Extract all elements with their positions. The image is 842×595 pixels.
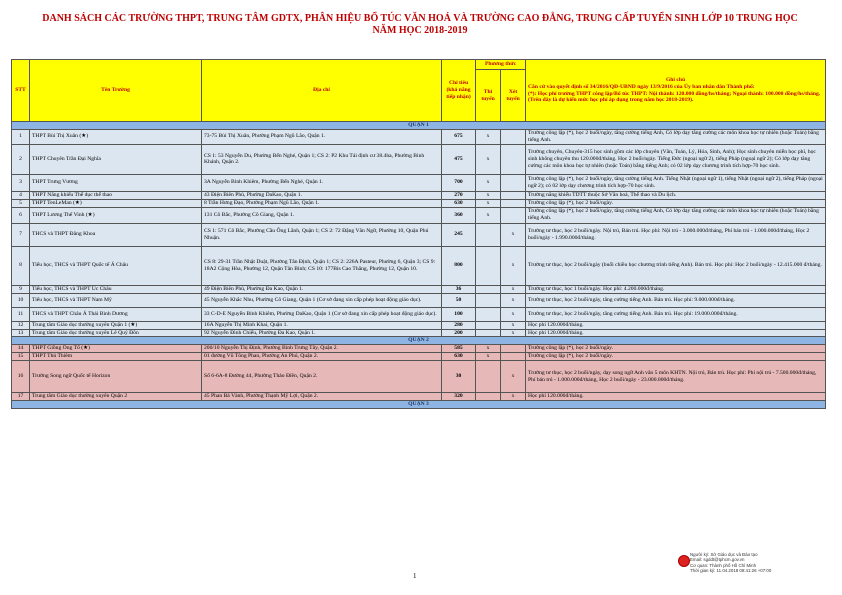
row-xet-tuyen (501, 144, 526, 174)
row-school-name: THPT Giồng Ông Tố (★) (30, 345, 202, 353)
row-note: Trường tư thục, học 2 buổi/ngày (buổi chiều học chương trình tiếng Anh). Bán trú. Học phí: Học 2 buổi/ngày - 12.415.000 đ/tháng. (526, 246, 826, 285)
row-school-name: THCS và THPT Châu Á Thái Bình Dương (30, 307, 202, 321)
row-quota: 800 (442, 246, 476, 285)
row-school-name: THPT Thủ Thiêm (30, 353, 202, 361)
ghi-chu-line-3: (Trên đây là dự kiến mức học phí áp dụng trong năm học 2018-2019). (528, 97, 694, 104)
row-quota: 36 (442, 285, 476, 293)
row-address: 49 Điện Biên Phủ, Phường Đa Kao, Quận 1. (202, 285, 442, 293)
row-note: Trường công lập (*), học 2 buổi/ngày, tăng cường tiếng Anh, Có lớp dạy tăng cường các môn khoa học tự nhiên (hoặc Toán) bằng tiếng Anh. (526, 129, 826, 144)
title-line-1: DANH SÁCH CÁC TRƯỜNG THPT, TRUNG TÂM GDTX, PHÂN HIỆU BỔ TÚC VĂN HOÁ VÀ TRƯỜNG CAO ĐẲNG, TRUNG CẤP TUYỂN SINH LỚP 10 TRUNG HỌC (42, 13, 798, 24)
row-stt: 15 (12, 353, 30, 361)
row-school-name: THPT Trưng Vương (30, 174, 202, 191)
table-row (12, 144, 826, 174)
table-row (12, 199, 826, 207)
row-thi-tuyen: x (476, 174, 501, 191)
row-school-name: Tiểu học, THCS và THPT Úc Châu (30, 285, 202, 293)
header-stt: STT (12, 60, 30, 122)
row-xet-tuyen (501, 191, 526, 199)
row-note: Trường công lập (*), học 2 buổi/ngày. (526, 353, 826, 361)
header-ten-truong: Tên Trường (30, 60, 202, 122)
header-thi-tuyen: Thi tuyển (476, 70, 501, 122)
digital-signature (690, 552, 771, 574)
row-school-name: Tiểu học, THCS và THPT Nam Mỹ (30, 293, 202, 307)
row-xet-tuyen: x (501, 285, 526, 293)
row-thi-tuyen: x (476, 191, 501, 199)
row-note: Học phí 120.000đ/tháng. (526, 393, 826, 401)
row-xet-tuyen: x (501, 307, 526, 321)
table-row (12, 174, 826, 191)
row-quota: 280 (442, 321, 476, 329)
row-school-name: THPT Bùi Thị Xuân (★) (30, 129, 202, 144)
header-ghi-chu (526, 60, 826, 122)
row-note: Trường năng khiếu TDTT thuộc Sở Văn hoá, Thể thao và Du lịch. (526, 191, 826, 199)
row-school-name: Trung tâm Giáo dục thường xuyên Lê Quý Đôn (30, 329, 202, 337)
row-xet-tuyen: x (501, 393, 526, 401)
row-xet-tuyen (501, 174, 526, 191)
row-thi-tuyen: x (476, 144, 501, 174)
row-stt: 12 (12, 321, 30, 329)
row-quota: 30 (442, 361, 476, 393)
header-row-1 (12, 60, 826, 70)
row-school-name: THPT Năng khiếu Thể dục thể thao (30, 191, 202, 199)
row-note: Trường tư thục, học 2 buổi/ngày, tăng cường tiếng Anh. Bán trú. Học phí: 19.000.000đ/tháng. (526, 307, 826, 321)
row-note: Trường tư thục, học 1 buổi/ngày. Học phí: 4.200.000đ/tháng. (526, 285, 826, 293)
row-address: 33 C-D-E Nguyễn Bỉnh Khiêm, Phường DaKao, Quận 1 (Cơ sở đang xin cấp phép hoạt động giáo dục). (202, 307, 442, 321)
signature-seal-icon (678, 555, 690, 567)
schools-table (11, 59, 826, 409)
table-row (12, 129, 826, 144)
row-stt: 10 (12, 293, 30, 307)
table-row (12, 329, 826, 337)
row-address: 01 đường Vũ Tông Phan, Phường An Phú, Quận 2. (202, 353, 442, 361)
row-note: Trường công lập (*), học 2 buổi/ngày, tăng cường tiếng Anh, Có lớp dạy tăng cường các môn khoa học tự nhiên (hoặc Toán) bằng tiếng Anh. (526, 207, 826, 223)
row-note: Học phí 120.000đ/tháng. (526, 321, 826, 329)
table-row (12, 207, 826, 223)
row-stt: 3 (12, 174, 30, 191)
row-stt: 9 (12, 285, 30, 293)
row-school-name: THCS và THPT Đăng Khoa (30, 223, 202, 246)
row-stt: 8 (12, 246, 30, 285)
row-thi-tuyen: x (476, 345, 501, 353)
row-note: Trường tư thục, học 2 buổi/ngày. Nội trú, Bán trú. Học phí: Nội trú - 3.000.000đ/tháng, Phí bán trú - 1.000.000đ/tháng, Học 2 buổi/ngày - 1.990.000đ/tháng. (526, 223, 826, 246)
row-thi-tuyen (476, 223, 501, 246)
signature-line-2: Email: sgddt@tphcm.gov.vn (690, 557, 745, 563)
row-address: 16A Nguyễn Thị Minh Khai, Quận 1. (202, 321, 442, 329)
table-row (12, 191, 826, 199)
row-thi-tuyen (476, 285, 501, 293)
row-address: 45 Phan Bá Vành, Phường Thạnh Mỹ Lợi, Quận 2. (202, 393, 442, 401)
signature-line-4: Thời gian ký: 11.04.2018 08:41:26 +07:00 (690, 568, 772, 574)
row-xet-tuyen: x (501, 223, 526, 246)
district-row-q1 (12, 122, 826, 130)
row-quota: 700 (442, 174, 476, 191)
row-quota: 475 (442, 144, 476, 174)
row-address: CS 1: 53 Nguyễn Du, Phường Bến Nghé, Quận 1; CS 2: P2 Khu Tái định cư 38.4ha, Phường Bình Khánh, Quận 2. (202, 144, 442, 174)
row-address: 131 Cô Bắc, Phường Cô Giang, Quận 1. (202, 207, 442, 223)
row-quota: 100 (442, 307, 476, 321)
row-xet-tuyen (501, 353, 526, 361)
row-stt: 6 (12, 207, 30, 223)
row-thi-tuyen (476, 321, 501, 329)
district-row-q3 (12, 401, 826, 409)
row-xet-tuyen (501, 207, 526, 223)
row-address: CS 1: 571 Cô Bắc, Phường Cầu Ông Lãnh, Quận 1; CS 2: 72 Đặng Văn Ngữ, Phường 10, Quận Phú Nhuận. (202, 223, 442, 246)
header-chi-tieu: Chỉ tiêu (khả năng tiếp nhận) (442, 60, 476, 122)
row-school-name: Tiểu học, THCS và THPT Quốc tế Á Châu (30, 246, 202, 285)
row-school-name: Trung tâm Giáo dục thường xuyên Quận 2 (30, 393, 202, 401)
row-thi-tuyen (476, 393, 501, 401)
row-stt: 4 (12, 191, 30, 199)
row-stt: 7 (12, 223, 30, 246)
row-school-name: THPT Chuyên Trần Đại Nghĩa (30, 144, 202, 174)
row-xet-tuyen: x (501, 361, 526, 393)
row-address: Số 6-6A-8 Đường 44, Phường Thảo Điền, Quận 2. (202, 361, 442, 393)
district-label: QUẬN 3 (12, 401, 826, 409)
signature-line-3: Cơ quan: Thành phố Hồ Chí Minh (690, 562, 757, 568)
row-xet-tuyen: x (501, 246, 526, 285)
table-row (12, 393, 826, 401)
row-stt: 17 (12, 393, 30, 401)
header-dia-chi: Địa chỉ (202, 60, 442, 122)
table-row (12, 246, 826, 285)
page-number: 1 (413, 572, 417, 580)
header-phuong-thuc: Phương thức (476, 60, 526, 70)
table-row (12, 293, 826, 307)
row-address: 3A Nguyễn Bỉnh Khiêm, Phường Bến Nghé, Quận 1. (202, 174, 442, 191)
row-stt: 16 (12, 361, 30, 393)
row-note: Trường tư thục, học 2 buổi/ngày, dạy song ngữ Anh văn 5 môn KHTN. Nội trú, Bán trú. Học phí: Phí nội trú - 7.500.000đ/tháng, Phí bán trú - 1.000.000đ/tháng, Học 2 buổi/ngày - 23.000.000đ/tháng. (526, 361, 826, 393)
district-row-q2 (12, 337, 826, 345)
row-xet-tuyen (501, 345, 526, 353)
header-xet-tuyen: Xét tuyển (501, 70, 526, 122)
row-address: 92 Nguyễn Đình Chiểu, Phường Đa Kao, Quận 1. (202, 329, 442, 337)
row-quota: 50 (442, 293, 476, 307)
row-school-name: THPT TenLeMan (★) (30, 199, 202, 207)
row-quota: 320 (442, 393, 476, 401)
row-thi-tuyen (476, 329, 501, 337)
row-xet-tuyen (501, 129, 526, 144)
row-quota: 200 (442, 329, 476, 337)
signature-line-1: Người ký: Sở Giáo dục và Đào tạo (690, 552, 758, 557)
row-thi-tuyen: x (476, 207, 501, 223)
district-label: QUẬN 1 (12, 122, 826, 130)
row-stt: 2 (12, 144, 30, 174)
row-xet-tuyen: x (501, 329, 526, 337)
row-school-name: Trường Song ngữ Quốc tế Horizon (30, 361, 202, 393)
row-address: 73-75 Bùi Thị Xuân, Phường Phạm Ngũ Lão, Quận 1. (202, 129, 442, 144)
title-line-2: NĂM HỌC 2018-2019 (372, 25, 468, 36)
row-note: Trường tư thục, học 2 buổi/ngày, tăng cường tiếng Anh. Bán trú. Học phí: 9.000.000đ/tháng. (526, 293, 826, 307)
row-thi-tuyen (476, 246, 501, 285)
row-quota: 360 (442, 207, 476, 223)
table-row (12, 285, 826, 293)
row-school-name: THPT Lương Thế Vinh (★) (30, 207, 202, 223)
row-address: 43 Điện Biên Phủ, Phường DaKao, Quận 1. (202, 191, 442, 199)
ghi-chu-line-1: Căn cứ vào quyết định số 34/2016/QĐ-UBND ngày 13/9/2016 của Ủy ban nhân dân Thành phố: (528, 83, 755, 90)
row-xet-tuyen: x (501, 321, 526, 329)
district-label: QUẬN 2 (12, 337, 826, 345)
table-row (12, 223, 826, 246)
row-stt: 11 (12, 307, 30, 321)
row-thi-tuyen: x (476, 353, 501, 361)
table-row (12, 321, 826, 329)
table-row (12, 307, 826, 321)
row-address: 200/10 Nguyễn Thị Định, Phường Bình Trưng Tây, Quận 2. (202, 345, 442, 353)
row-address: 8 Trần Hưng Đạo, Phường Phạm Ngũ Lão, Quận 1. (202, 199, 442, 207)
table-row (12, 361, 826, 393)
document-title (20, 13, 820, 37)
row-xet-tuyen (501, 199, 526, 207)
row-note: Trường công lập (*), học 2 buổi/ngày. (526, 199, 826, 207)
row-note: Trường công lập (*), học 2 buổi/ngày, tăng cường tiếng Anh. Tiếng Nhật (ngoại ngữ 1), tiếng Nhật (ngoại ngữ 2), tiếng Pháp (ngoại ngữ 2); có 02 lớp dạy chương trình tích hợp-70 học sinh. (526, 174, 826, 191)
row-address: 45 Nguyễn Khắc Nhu, Phường Cô Giang, Quận 1 (Cơ sở đang xin cấp phép hoạt động giáo dục). (202, 293, 442, 307)
row-quota: 245 (442, 223, 476, 246)
row-thi-tuyen (476, 307, 501, 321)
table-row (12, 353, 826, 361)
table-row (12, 345, 826, 353)
row-thi-tuyen: x (476, 129, 501, 144)
row-thi-tuyen: x (476, 199, 501, 207)
row-quota: 270 (442, 191, 476, 199)
row-note: Học phí 120.000đ/tháng. (526, 329, 826, 337)
row-note: Trường công lập (*), học 2 buổi/ngày. (526, 345, 826, 353)
row-stt: 13 (12, 329, 30, 337)
row-stt: 1 (12, 129, 30, 144)
row-thi-tuyen (476, 361, 501, 393)
row-quota: 630 (442, 199, 476, 207)
row-school-name: Trung tâm Giáo dục thường xuyên Quận 1 (★) (30, 321, 202, 329)
row-stt: 5 (12, 199, 30, 207)
row-address: CS 8: 29-31 Trần Nhật Duật, Phường Tân Định, Quận 1; CS 2: 226A Pasteur, Phường 6, Quận 3; CS 9: 18A2 Cộng Hòa, Phường 12, Quận Tân Bình; CS 10: 177Bis Cao Thắng, Phường 12, Quận 10. (202, 246, 442, 285)
ghi-chu-title: Ghi chú (665, 76, 686, 83)
row-thi-tuyen (476, 293, 501, 307)
row-quota: 675 (442, 129, 476, 144)
ghi-chu-line-2: (*): Học phí trường THPT công lập/Bổ túc THPT: Nội thành: 120.000 đồng/hs/tháng; Ngoại thành: 100.000 đồng/hs/tháng. (528, 90, 821, 97)
row-xet-tuyen: x (501, 293, 526, 307)
row-stt: 14 (12, 345, 30, 353)
row-quota: 630 (442, 353, 476, 361)
row-note: Trường chuyên, Chuyên-315 học sinh gồm các lớp chuyên (Văn, Toán, Lý, Hóa, Sinh, Anh); Học sinh chuyên miễn học phí, học sinh không chuyên thu 120.000đ/tháng. Học 2 buổi/ngày. Tiếng Đức (ngoại ngữ 2), tiếng Pháp (ngoại ngữ 2); Có lớp dạy tăng cường các môn khoa học tự nhiên (hoặc Toán) bằng tiếng Anh; có 02 lớp dạy chương trình tích hợp-70 học sinh. (526, 144, 826, 174)
row-quota: 585 (442, 345, 476, 353)
